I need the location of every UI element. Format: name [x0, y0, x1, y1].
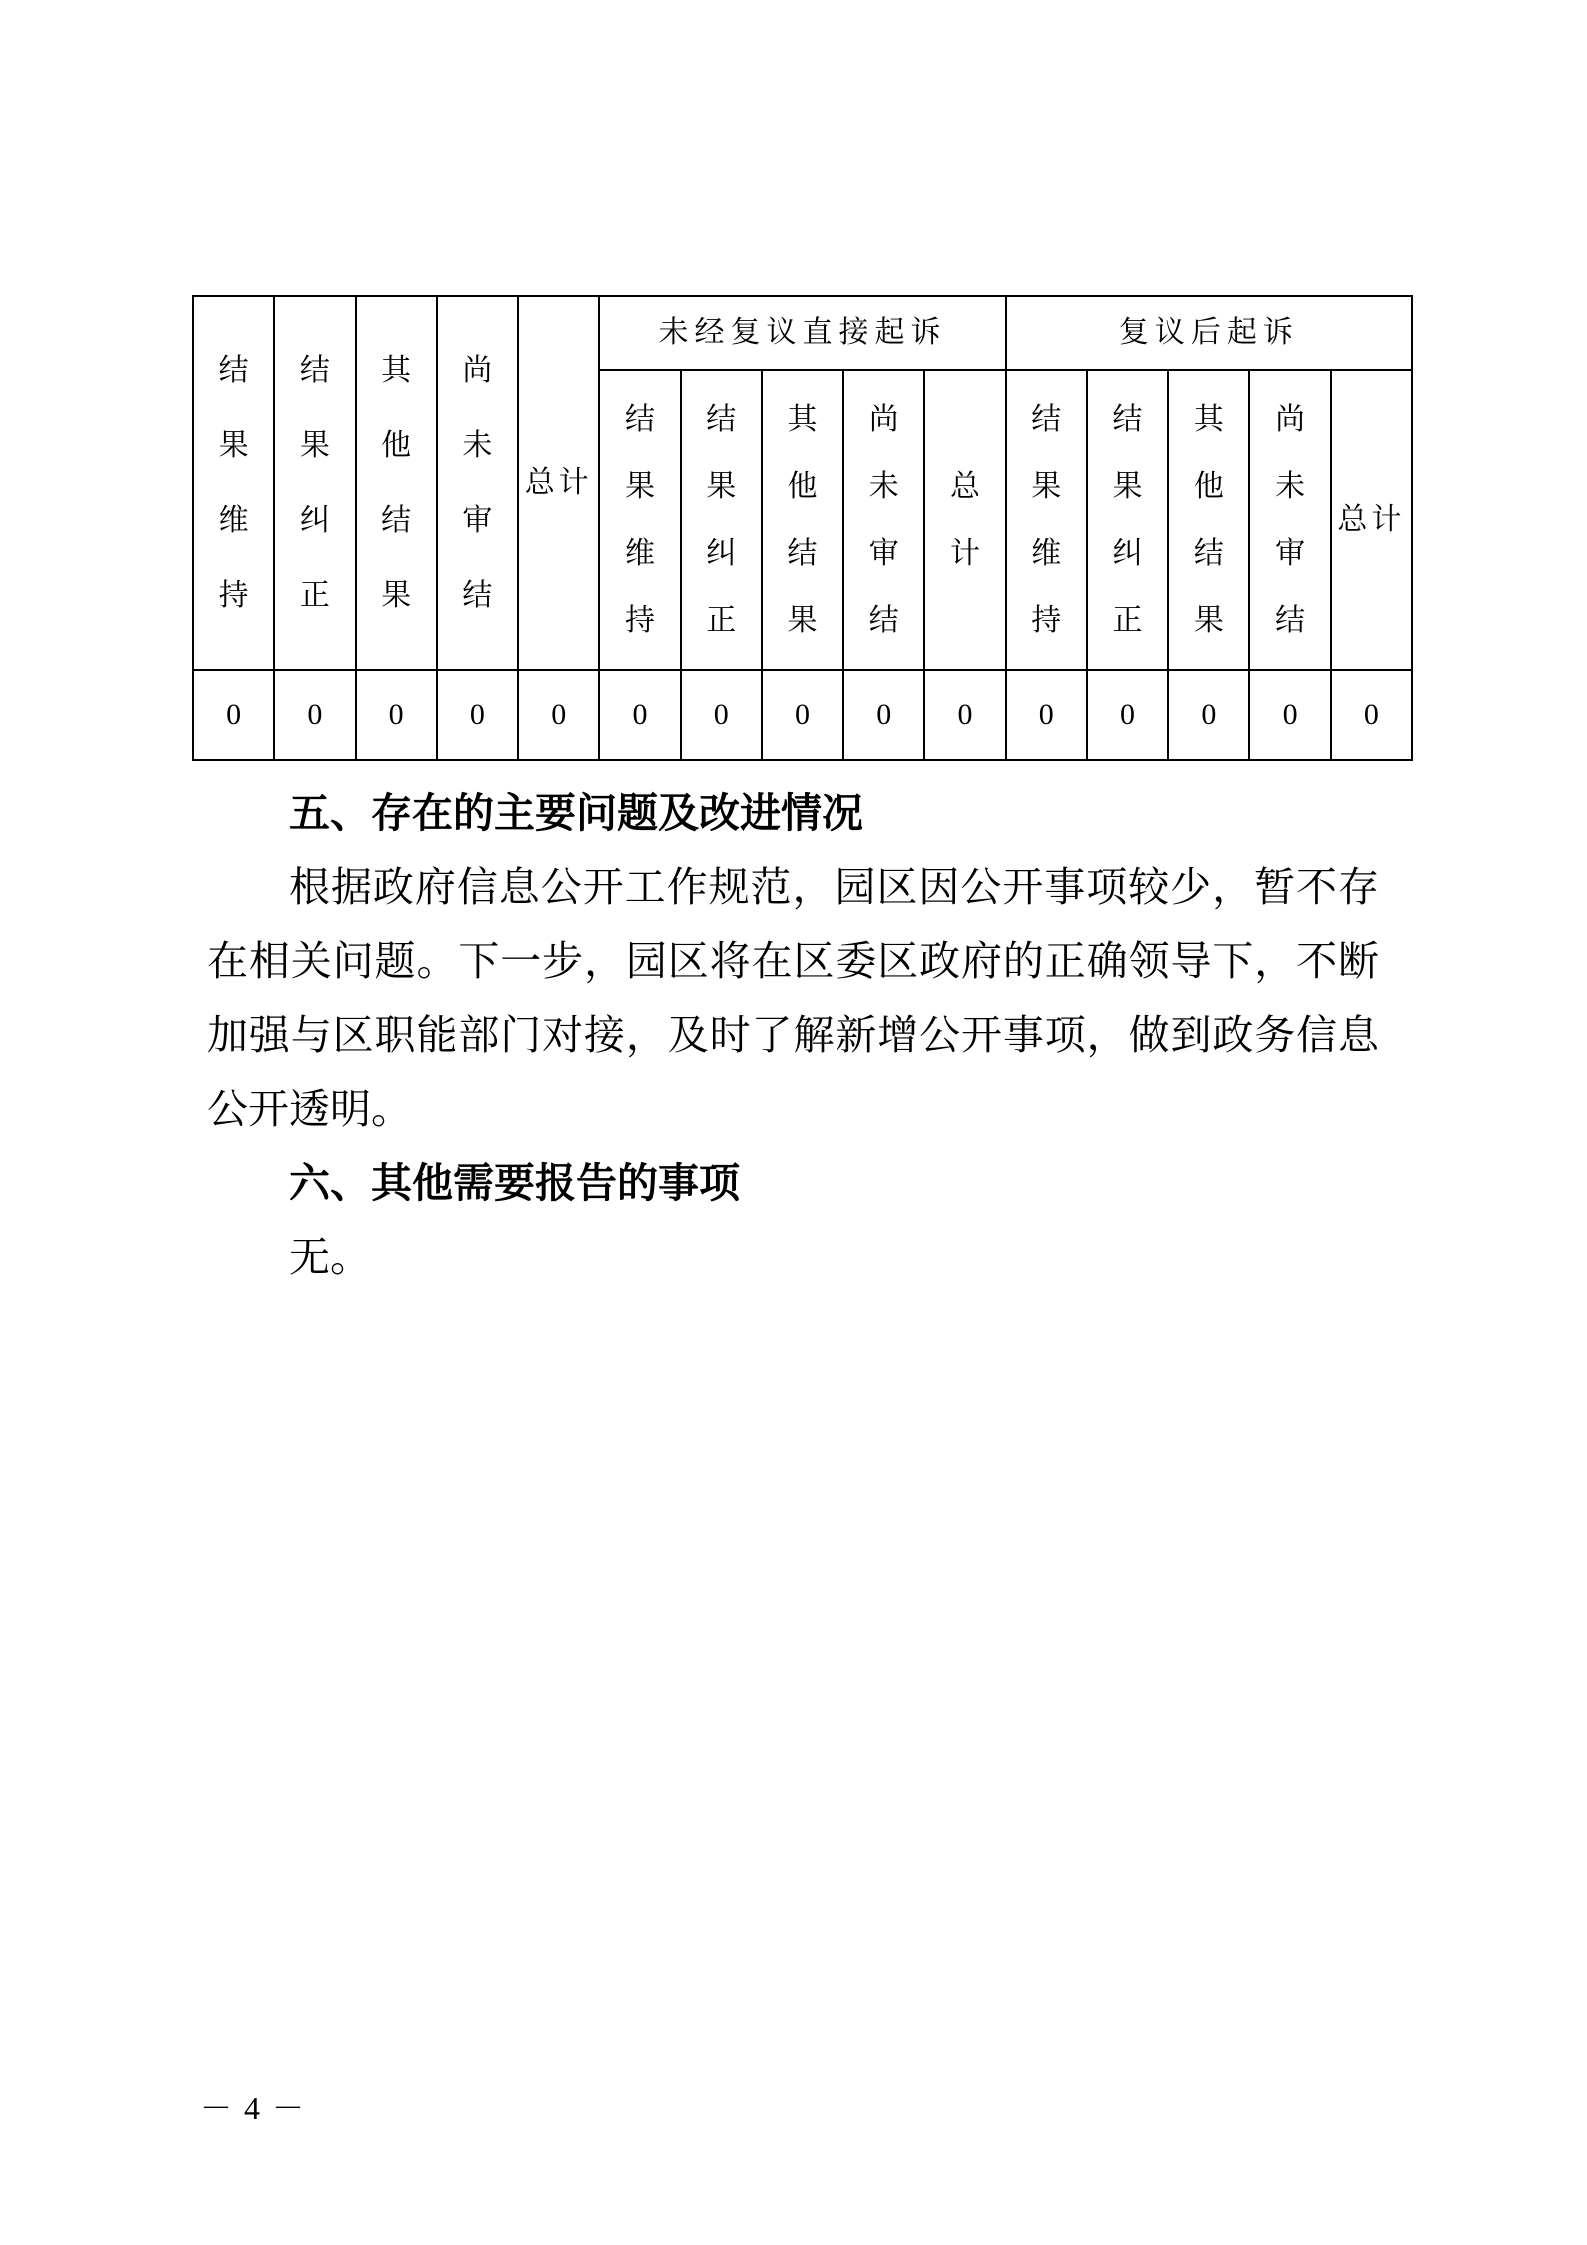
- vertical-label: 结 果 纠 正: [706, 402, 737, 637]
- section-5-paragraph: 根据政府信息公开工作规范，园区因公开事项较少，暂不存在相关问题。下一步，园区将在区委区政府的正确领导下，不断加强与区职能部门对接，及时了解新增公开事项，做到政务信息公开透明。: [207, 864, 1379, 1132]
- table-data-row: [193, 670, 1412, 760]
- page-number: － 4 －: [200, 2090, 307, 2126]
- vertical-label: 尚 未 审 结: [868, 402, 899, 637]
- vertical-label: 结 果 纠 正: [299, 353, 330, 612]
- value-cell: 0: [1006, 670, 1087, 760]
- subheader-cell-other-result: [762, 370, 843, 670]
- document-body: [207, 776, 1379, 1294]
- vertical-label: 总 计: [950, 469, 981, 570]
- value-cell: 0: [843, 670, 924, 760]
- value-cell: 0: [1249, 670, 1330, 760]
- vertical-label: 其 他 结 果: [1193, 402, 1224, 637]
- header-cell-other-result: [356, 296, 437, 670]
- header-cell-result-upheld: [193, 296, 274, 670]
- group-header-lawsuit-after-review: 复议后起诉: [1006, 296, 1412, 370]
- value-cell: 0: [1087, 670, 1168, 760]
- subheader-cell-result-corrected: [1087, 370, 1168, 670]
- subheader-cell-total: [924, 370, 1005, 670]
- vertical-label: 尚 未 审 结: [462, 353, 493, 612]
- section-heading-6: 六、其他需要报告的事项: [289, 1160, 740, 1206]
- value-cell: 0: [1168, 670, 1249, 760]
- value-cell: 0: [599, 670, 680, 760]
- value-cell: 0: [762, 670, 843, 760]
- header-cell-pending: [437, 296, 518, 670]
- vertical-label: 结 果 纠 正: [1112, 402, 1143, 637]
- value-cell: 0: [274, 670, 355, 760]
- value-cell: 0: [518, 670, 599, 760]
- section-heading-5: 五、存在的主要问题及改进情况: [289, 790, 863, 836]
- header-cell-result-corrected: [274, 296, 355, 670]
- subheader-cell-result-upheld: [1006, 370, 1087, 670]
- subheader-cell-result-corrected: [681, 370, 762, 670]
- vertical-label: 其 他 结 果: [787, 402, 818, 637]
- vertical-label: 其 他 结 果: [381, 353, 412, 612]
- subheader-cell-other-result: [1168, 370, 1249, 670]
- value-cell: 0: [1331, 670, 1412, 760]
- subheader-cell-pending: [843, 370, 924, 670]
- group-header-direct-lawsuit: 未经复议直接起诉: [599, 296, 1005, 370]
- value-cell: 0: [356, 670, 437, 760]
- value-cell: 0: [437, 670, 518, 760]
- vertical-label: 结 果 维 持: [1031, 402, 1062, 637]
- vertical-label: 尚 未 审 结: [1275, 402, 1306, 637]
- subheader-cell-total: 总计: [1331, 370, 1412, 670]
- section-6-paragraph: 无。: [289, 1234, 371, 1280]
- litigation-results-table: [192, 295, 1413, 761]
- subheader-cell-pending: [1249, 370, 1330, 670]
- header-cell-total: 总计: [518, 296, 599, 670]
- value-cell: 0: [193, 670, 274, 760]
- subheader-cell-result-upheld: [599, 370, 680, 670]
- vertical-label: 结 果 维 持: [218, 353, 249, 612]
- value-cell: 0: [924, 670, 1005, 760]
- value-cell: 0: [681, 670, 762, 760]
- vertical-label: 结 果 维 持: [624, 402, 655, 637]
